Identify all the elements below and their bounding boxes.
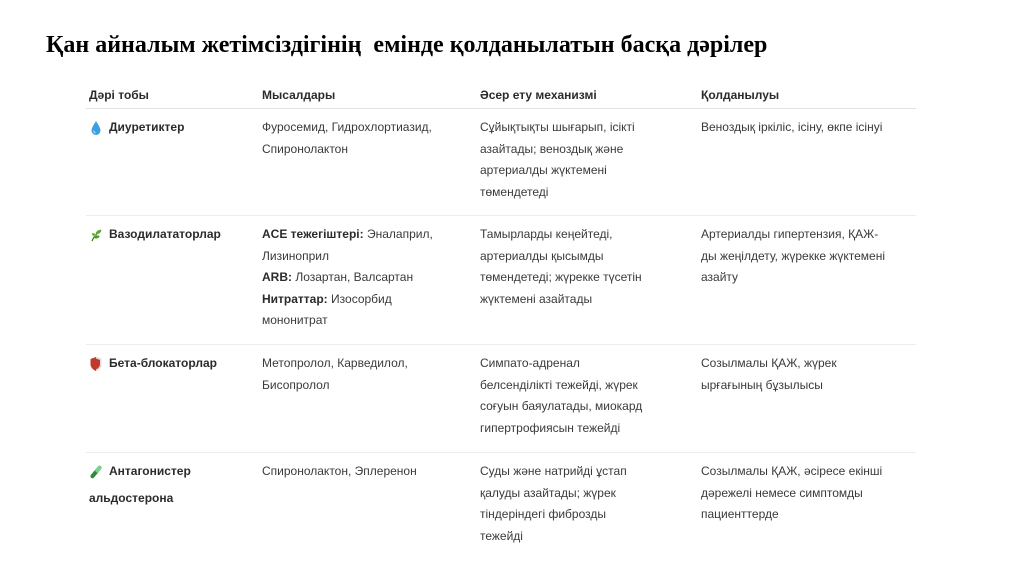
drug-names: Эналаприл, [363, 227, 433, 241]
mechanism-cell [480, 345, 701, 452]
shield-icon [89, 356, 103, 372]
examples-cell [262, 109, 480, 215]
text-line: пациенттерде [701, 507, 779, 521]
usage-cell [701, 453, 916, 556]
drug-table [86, 82, 916, 556]
usage-cell [701, 216, 916, 344]
mechanism-cell [480, 109, 701, 215]
examples-cell [262, 216, 480, 344]
text-line [262, 310, 472, 332]
drug-names: Лозартан, Валсартан [292, 270, 414, 284]
text-line: Симпато-адренал [480, 356, 580, 370]
header-drug-group: Дәрі тобы [89, 88, 149, 102]
text-line [262, 289, 472, 311]
text-line: тежейді [480, 528, 523, 543]
table-row [86, 216, 916, 345]
text-line: Фуросемид, Гидрохлортиазид, [262, 120, 432, 134]
text-line: Созылмалы ҚАЖ, жүрек [701, 356, 837, 370]
pill-icon [89, 464, 103, 480]
group-name-line: альдостерона [89, 490, 174, 505]
text-line: азайту [701, 270, 739, 284]
text-line: Бисопролол [262, 377, 330, 392]
text-line: азайтады; веноздық және [480, 141, 624, 156]
group-name-line: Антагонистер [109, 464, 191, 478]
text-line: Тамырларды кеңейтеді, [480, 227, 613, 241]
text-line [262, 224, 472, 246]
text-line: дәрежелі немесе симптомды [701, 485, 863, 500]
drug-class-label: Нитраттар: [262, 291, 328, 306]
examples-cell [262, 345, 480, 452]
text-line: Артериалды гипертензия, ҚАЖ- [701, 227, 879, 241]
slide-title: Қан айналым жетімсіздігінің емінде қолданылатын басқа дәрілер [46, 32, 768, 58]
mechanism-cell [480, 216, 701, 344]
text-line: ды жеңілдету, жүрекке жүктемені [701, 248, 886, 263]
usage-cell [701, 109, 916, 215]
text-line: ырғағының бұзылысы [701, 377, 823, 392]
header-mechanism: Әсер ету механизмі [480, 88, 597, 102]
text-line: Спиронолактон [262, 141, 348, 156]
table-row [86, 453, 916, 556]
text-line: Суды және натрийді ұстап [480, 464, 627, 478]
text-line: Веноздық іркіліс, ісіну, өкпе ісінуі [701, 120, 883, 134]
drug-class-label: ACE тежегіштері: [262, 227, 364, 241]
text-line: жүктемені азайтады [480, 291, 593, 306]
text-line: Созылмалы ҚАЖ, әсіресе екінші [701, 464, 883, 478]
drug-names: Изосорбид [327, 291, 392, 306]
text-line: белсенділікті тежейді, жүрек [480, 377, 638, 392]
text-line: соғуын баяулатады, миокард [480, 399, 643, 413]
group-name [109, 461, 191, 483]
group-cell [86, 216, 262, 344]
header-examples: Мысалдары [262, 88, 336, 102]
text-line: Метопролол, Карведилол, [262, 356, 408, 370]
text-line: артериалды қысымды [480, 248, 604, 263]
text-line: тіндеріндегі фиброзды [480, 507, 607, 521]
group-name: Вазодилататорлар [109, 227, 221, 241]
table-row [86, 109, 916, 216]
table-header [86, 82, 916, 109]
table-row [86, 345, 916, 453]
text-line: төмендетеді; жүрекке түсетін [480, 270, 642, 284]
header-usage: Қолданылуы [701, 88, 780, 102]
text-line: Сұйықтықты шығарып, ісікті [480, 120, 635, 134]
usage-cell [701, 345, 916, 452]
group-name: Диуретиктер [109, 120, 185, 134]
mechanism-cell [480, 453, 701, 556]
drug-names: мононитрат [262, 313, 328, 327]
text-line: гипертрофиясын тежейді [480, 420, 621, 435]
examples-cell [262, 453, 480, 556]
text-line: артериалды жүктемені [480, 163, 607, 177]
text-line: қалуды азайтады; жүрек [480, 485, 616, 500]
text-line [262, 246, 472, 268]
herb-icon [89, 227, 103, 243]
group-cell [86, 453, 262, 556]
group-name: Бета-блокаторлар [109, 356, 217, 370]
group-cell [86, 345, 262, 452]
drug-names: Лизиноприл [262, 248, 329, 263]
group-cell [86, 109, 262, 215]
text-line [262, 267, 472, 289]
drug-class-label: ARB: [262, 270, 292, 284]
water-drop-icon [89, 120, 103, 136]
text-line: төмендетеді [480, 184, 549, 199]
text-line: Спиронолактон, Эплеренон [262, 464, 417, 478]
